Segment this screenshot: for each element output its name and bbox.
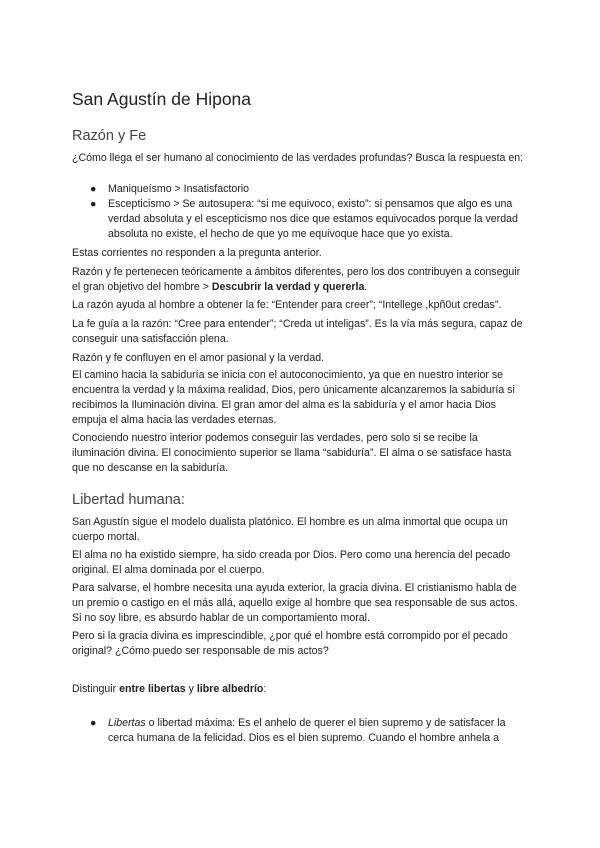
paragraph	[72, 682, 524, 697]
paragraph: Razón y fe confluyen en el amor pasional y la verdad.	[72, 352, 325, 364]
bullet-icon: ●	[90, 183, 97, 195]
section-heading-razon-fe: Razón y Fe	[72, 128, 147, 144]
paragraph: La fe guía a la razón: “Cree para entender”; “Creda ut inteligas”. Es la vía más segura, capaz de conseguir una satisfacción plena.	[72, 318, 523, 345]
paragraph-intro: ¿Cómo llega el ser humano al conocimiento de las verdades profundas? Busca la respuesta en:	[72, 152, 524, 164]
page-title: San Agustín de Hipona	[72, 89, 252, 109]
list-item-text: Maniqueísmo > Insatisfactorio	[108, 183, 250, 195]
list-item-text: Escepticismo > Se autosupera: “si me equivoco, existo”: si pensamos que algo es una verdad absoluta y el escepticismo nos dice que estamos equivocados porque la verdad absoluta no existe, el hecho de que yo me equivoque hace que yo exista.	[108, 198, 518, 240]
paragraph: Conociendo nuestro interior podemos conseguir las verdades, pero solo si se recibe la iluminación divina. El conocimiento superior se llama “sabiduría”. El alma o se satisface hasta que no descanse en la sabiduría.	[72, 432, 512, 474]
bold-text: libre albedrío	[196, 683, 264, 695]
bullet-icon: ●	[90, 717, 97, 729]
bold-text: entre libertas	[119, 683, 186, 695]
bold-text: Descubrir la verdad y quererla	[211, 281, 365, 293]
italic-text: Libertas	[108, 717, 146, 729]
list-item-text: o libertad máxima: Es el anhelo de querer el bien supremo y de satisfacer la cerca humana de la felicidad. Dios es el bien supremo. Cuando el hombre anhela a	[108, 717, 506, 744]
paragraph: Para salvarse, el hombre necesita una ayuda exterior, la gracia divina. El cristianismo habla de un premio o castigo en el más allá, aquello exige al hombre que sea responsable de sus actos. Si no soy libre, es absurdo hablar de un comportamiento moral.	[72, 582, 518, 624]
section-heading-libertad: Libertad humana:	[72, 492, 185, 508]
paragraph: Pero si la gracia divina es imprescindible, ¿por qué el hombre está corrompido por el pecado original? ¿Cómo puedo ser responsable de mis actos?	[72, 630, 508, 657]
paragraph: El camino hacia la sabiduría se inicia con el autoconocimiento, ya que en nuestro interior se encuentra la verdad y la máxima realidad, Dios, pero únicamente alcanzaremos la sabiduría si recibimos la Iluminación divina. El gran amor del alma es la sabiduría y el amor hacia Dios empuja el alma hacia las verdades eternas.	[72, 369, 515, 426]
paragraph	[72, 265, 524, 295]
paragraph: Estas corrientes no responden a la pregunta anterior.	[72, 247, 322, 259]
paragraph: San Agustín sigue el modelo dualista platónico. El hombre es un alma inmortal que ocupa un cuerpo mortal.	[72, 516, 508, 543]
bullet-icon: ●	[90, 198, 97, 210]
text-run: .	[364, 281, 368, 293]
paragraph: El alma no ha existido siempre, ha sido creada por Dios. Pero como una herencia del pecado original. El alma dominada por el cuerpo.	[72, 549, 511, 576]
text-run: Distinguir	[72, 683, 120, 695]
text-run: Razón y fe pertenecen teóricamente a ámbitos diferentes, pero los dos contribuyen a conseguir el gran objetivo del hombre >	[72, 266, 521, 293]
list-item	[90, 716, 532, 746]
list-item	[90, 197, 532, 242]
list-item	[90, 182, 532, 197]
paragraph: La razón ayuda al hombre a obtener la fe: “Entender para creer”; “Intellege ,kpñ0ut credas”.	[72, 299, 502, 311]
text-run: y	[185, 683, 197, 695]
text-run: :	[263, 683, 267, 695]
